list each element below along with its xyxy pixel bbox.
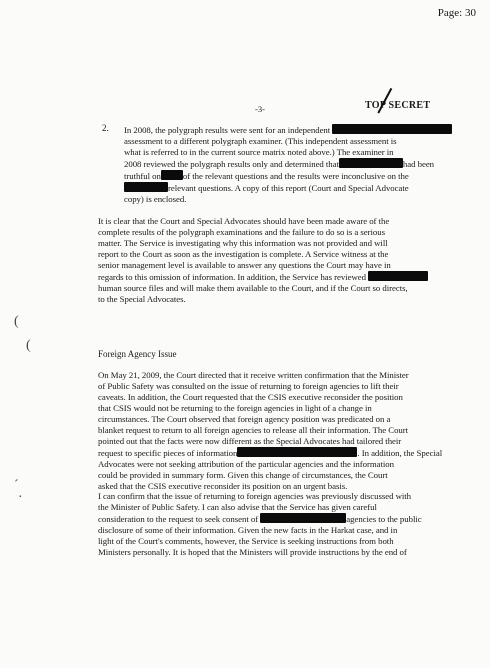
section-heading: Foreign Agency Issue <box>98 349 177 359</box>
margin-mark: ( <box>14 314 19 329</box>
text-line: In 2008, the polygraph results were sent for an independent <box>124 124 452 136</box>
text-line: relevant questions. A copy of this report (Court and Special Advocate <box>124 182 452 194</box>
text-line: request to specific pieces of information . In addition, the Special <box>98 448 443 458</box>
text-line: circumstances. The Court observed that foreign agency position was predicated on a <box>98 414 391 424</box>
redaction-bar <box>237 447 357 457</box>
text-line: could be provided in summary form. Given this change of circumstances, the Court <box>98 470 388 480</box>
text-line: to the Special Advocates. <box>98 294 186 304</box>
text-line: complete results of the polygraph examinations and the failure to do so is a serious <box>98 227 386 237</box>
margin-mark: ( <box>26 338 31 353</box>
text-line: consideration to the request to seek consent of agencies to the public <box>98 514 422 524</box>
text-line: truthful on of the relevant questions and the results were inconclusive on the <box>124 171 409 181</box>
text-line: human source files and will make them available to the Court, and if the Court so directs, <box>98 283 408 293</box>
text-line: blanket request to return to all foreign agencies to release all their information. The Court <box>98 425 409 435</box>
item-2-paragraph <box>124 124 452 205</box>
text-line: assessment to a different polygraph examiner. (This independent assessment is <box>124 136 397 146</box>
text-line: that CSIS would not be returning to the foreign agencies in light of a change in <box>98 403 372 413</box>
redaction-bar <box>339 158 403 168</box>
text-line: regards to this omission of information. In addition, the Service has reviewed <box>98 271 428 283</box>
text-line: pointed out that the facts were now different as the Special Advocates had tailored their <box>98 436 402 446</box>
text-line: light of the Court's comments, however, the Service is seeking instructions from both <box>98 536 394 546</box>
text-line: what is referred to in the current source matrix noted above.) The examiner in <box>124 147 394 157</box>
paragraph-foreign-agency <box>98 370 442 492</box>
text-line: Ministers personally. It is hoped that the Ministers will provide instructions by the end of <box>98 547 407 557</box>
redaction-bar <box>124 182 168 192</box>
text-line: On May 21, 2009, the Court directed that it receive written confirmation that the Minister <box>98 370 409 380</box>
margin-mark: ´ <box>14 478 19 493</box>
text-line: It is clear that the Court and Special Advocates should have been made aware of the <box>98 216 390 226</box>
redaction-bar <box>368 271 428 281</box>
text-line: disclosure of some of their information. Given the new facts in the Harkat case, and in <box>98 525 398 535</box>
classification-stamp <box>365 100 430 111</box>
text-line: senior management level is available to answer any questions the Court may have in <box>98 260 391 270</box>
redaction-bar <box>332 124 452 134</box>
text-line: of Public Safety was consulted on the issue of returning to foreign agencies to lift their <box>98 381 399 391</box>
redaction-bar <box>260 513 346 523</box>
paragraph-minister-consultation <box>98 491 422 558</box>
text-line: report to the Court as soon as the investigation is complete. A Service witness at the <box>98 249 389 259</box>
classification-text: TOP SECRET <box>365 100 431 111</box>
center-page-label: -3- <box>255 104 265 114</box>
text-line: copy) is enclosed. <box>124 194 187 204</box>
text-line: matter. The Service is investigating why this information was not provided and will <box>98 238 388 248</box>
page-number: Page: 30 <box>437 7 476 19</box>
text-line: the Minister of Public Safety. I can also advise that the Service has given careful <box>98 502 377 512</box>
text-line: caveats. In addition, the Court requested that the CSIS executive reconsider the position <box>98 392 403 402</box>
text-line: Advocates were not seeking attribution of the particular agencies and the information <box>98 459 394 469</box>
margin-mark: · <box>18 490 23 505</box>
paragraph-court-awareness <box>98 216 428 305</box>
item-number: 2. <box>102 123 109 133</box>
text-line: asked that the CSIS executive reconsider its position on an urgent basis. <box>98 481 348 491</box>
redaction-bar <box>161 170 183 180</box>
text-line: I can confirm that the issue of returning to foreign agencies was previously discussed with <box>98 491 412 501</box>
text-line: 2008 reviewed the polygraph results only and determined that had been <box>124 159 435 169</box>
